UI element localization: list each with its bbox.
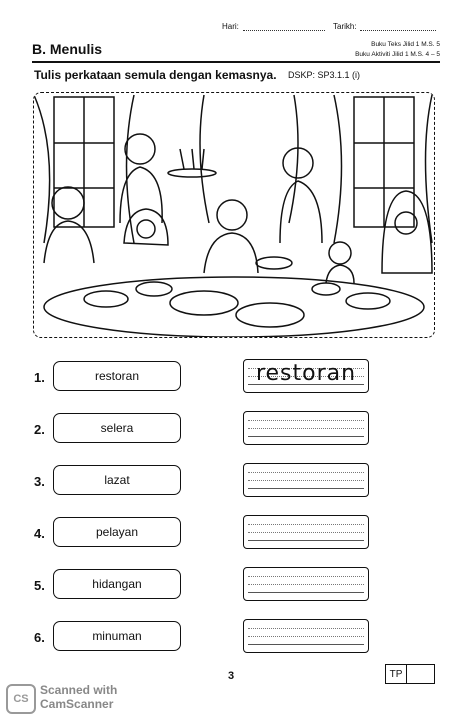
item-number: 4. (34, 526, 45, 541)
word-box: selera (53, 413, 181, 443)
guide-line (248, 524, 364, 525)
dskp-code: DSKP: SP3.1.1 (i) (288, 70, 361, 80)
guide-line (248, 636, 364, 637)
book-ref-aktiviti: Buku Aktiviti Jilid 1 M.S. 4 – 5 (355, 51, 440, 58)
base-line (248, 644, 364, 645)
guide-line (248, 576, 364, 577)
tp-label: TP (386, 665, 407, 683)
tp-box[interactable] (385, 664, 435, 684)
word-box: pelayan (53, 517, 181, 547)
guide-line (248, 428, 364, 429)
writing-box[interactable] (243, 567, 369, 601)
guide-line (248, 584, 364, 585)
writing-box[interactable] (243, 619, 369, 653)
base-line (248, 488, 364, 489)
base-line (248, 592, 364, 593)
written-answer: restoran (255, 361, 357, 386)
item-number: 3. (34, 474, 45, 489)
guide-line (248, 628, 364, 629)
scanner-line-1: Scanned with (40, 683, 118, 697)
section-title: B. Menulis (32, 41, 103, 57)
camscanner-watermark (40, 683, 117, 711)
scanner-line-2: CamScanner (40, 697, 114, 711)
writing-box[interactable] (243, 411, 369, 445)
restaurant-scene-icon (34, 93, 434, 337)
hari-label: Hari: (222, 22, 239, 31)
word-box: hidangan (53, 569, 181, 599)
camscanner-logo-icon: CS (6, 684, 36, 714)
word-box: minuman (53, 621, 181, 651)
book-references (300, 40, 440, 60)
guide-line (248, 532, 364, 533)
hari-field[interactable] (243, 22, 325, 31)
page-number: 3 (228, 670, 235, 682)
item-number: 5. (34, 578, 45, 593)
word-box: lazat (53, 465, 181, 495)
instruction-text: Tulis perkataan semula dengan kemasnya. (34, 68, 277, 82)
writing-box[interactable] (243, 515, 369, 549)
family-restaurant-illustration (33, 92, 435, 338)
item-number: 1. (34, 370, 45, 385)
base-line (248, 436, 364, 437)
guide-line (248, 472, 364, 473)
guide-line (248, 480, 364, 481)
guide-line (248, 420, 364, 421)
item-number: 6. (34, 630, 45, 645)
writing-box[interactable] (243, 359, 369, 393)
base-line (248, 540, 364, 541)
book-ref-teks: Buku Teks Jilid 1 M.S. 5 (371, 41, 440, 48)
item-number: 2. (34, 422, 45, 437)
tarikh-field[interactable] (360, 22, 436, 31)
section-rule (32, 61, 440, 63)
writing-box[interactable] (243, 463, 369, 497)
word-box: restoran (53, 361, 181, 391)
tarikh-label: Tarikh: (333, 22, 357, 31)
